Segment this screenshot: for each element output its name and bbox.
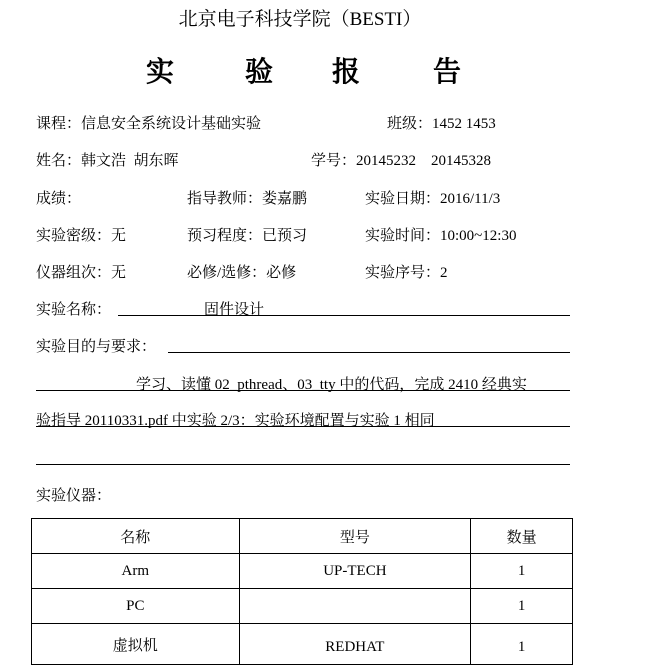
secret-value: 无 [111,228,127,244]
student-id-field [311,149,491,170]
equipment-table [31,518,573,665]
cell-quantity: 1 [471,554,573,589]
course-label: 课程： [36,116,82,132]
header-quantity: 数量 [471,519,573,554]
experiment-name-label: 实验名称： [36,302,112,318]
purpose-text-line-1: 学习、读懂 02_pthread、03_tty 中的代码，完成 2410 经典实 [136,377,527,393]
required-label: 必修/选修： [187,265,267,281]
sequence-value: 2 [440,265,448,281]
grade-label: 成绩： [36,191,82,207]
date-label: 实验日期： [365,191,441,207]
equipment-table-header [32,519,573,554]
teacher-value: 娄嘉鹏 [262,191,308,207]
table-row [32,589,573,624]
time-label: 实验时间： [365,228,441,244]
teacher-field [187,187,307,208]
cell-name: Arm [32,554,240,589]
experiment-name-value: 固件设计 [204,302,265,318]
student-id-value: 20145232 20145328 [356,153,492,169]
report-title-char-4: 告 [433,57,462,88]
secret-label: 实验密级： [36,228,112,244]
school-name: 北京电子科技学院（BESTI） [178,9,422,30]
student-id-label: 学号： [311,153,357,169]
date-field [365,187,500,208]
prep-label: 预习程度： [187,228,263,244]
course-field [36,112,261,133]
experiment-name-underline [118,315,570,316]
prep-value: 已预习 [262,228,308,244]
cell-name: PC [32,589,240,624]
purpose-underline-1 [168,352,570,353]
class-label: 班级： [387,116,433,132]
group-field [36,261,126,282]
cell-model [239,589,471,624]
cell-quantity: 1 [471,589,573,624]
time-field [365,224,516,245]
required-field [187,261,296,282]
prep-field [187,224,307,245]
required-value: 必修 [266,265,297,281]
equipment-label: 实验仪器： [36,488,112,504]
report-title-char-3: 报 [332,57,361,88]
purpose-underline-3 [36,426,570,427]
sequence-label: 实验序号： [365,265,441,281]
sequence-field [365,261,448,282]
header-name: 名称 [32,519,240,554]
cell-model: REDHAT [239,624,471,665]
name-value: 韩文浩 胡东晖 [81,153,179,169]
header-model: 型号 [239,519,471,554]
report-title-char-1: 实 [146,57,175,88]
cell-name: 虚拟机 [32,624,240,665]
group-value: 无 [111,265,127,281]
cell-quantity: 1 [471,624,573,665]
report-title-char-2: 验 [245,57,274,88]
purpose-underline-4 [36,464,570,465]
group-label: 仪器组次： [36,265,112,281]
table-row [32,624,573,665]
purpose-text-line-2: 验指导 20110331.pdf 中实验 2/3：实验环境配置与实验 1 相同 [36,413,435,429]
time-value: 10:00~12:30 [440,228,517,244]
purpose-label: 实验目的与要求： [36,339,157,355]
class-field [387,112,496,133]
cell-model: UP-TECH [239,554,471,589]
name-label: 姓名： [36,153,82,169]
class-value: 1452 1453 [432,116,496,132]
name-field [36,149,179,170]
table-row [32,554,573,589]
course-value: 信息安全系统设计基础实验 [81,116,262,132]
date-value: 2016/11/3 [440,191,501,207]
secret-field [36,224,126,245]
purpose-underline-2 [36,390,570,391]
teacher-label: 指导教师： [187,191,263,207]
